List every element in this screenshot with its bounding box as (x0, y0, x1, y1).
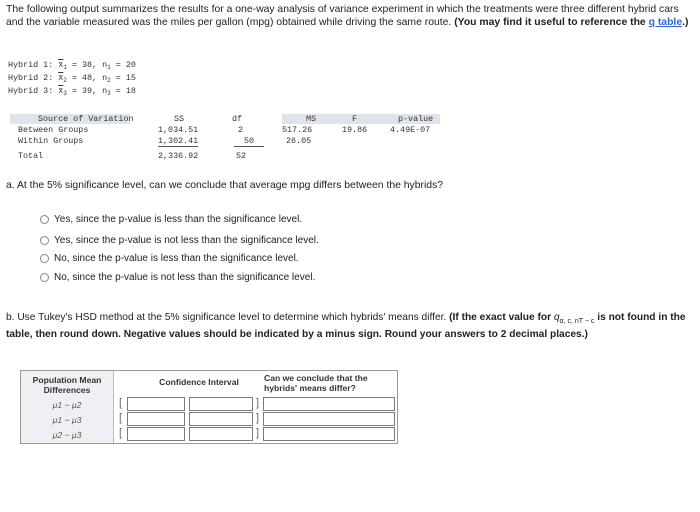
intro-hint-2: useful to reference the (534, 16, 646, 28)
question-a: a. At the 5% significance level, can we conclude that average mpg differs between the hybrids? (6, 180, 444, 191)
row-label: μ1 − μ2 (52, 400, 82, 410)
n-sub: 3 (107, 90, 111, 97)
option-3-label: No, since the p-value is less than the significance level. (54, 253, 299, 264)
anova-header-f: F (352, 114, 358, 124)
anova-row-df: 2 (238, 125, 244, 135)
ci-lower-input-2[interactable] (127, 412, 185, 426)
hybrid-2-stats (8, 73, 136, 87)
intro-text: The following output summarizes the results for a one-way analysis of variance experiment in which the treatments were three (6, 4, 585, 15)
radio-button[interactable] (40, 273, 49, 282)
anova-row-source: Between Groups (18, 125, 89, 135)
radio-button[interactable] (40, 254, 49, 263)
anova-row-ms: 26.05 (286, 136, 312, 146)
option-1-label: Yes, since the p-value is less than the significance level. (54, 214, 303, 225)
anova-header-df: df (232, 114, 243, 124)
left-bracket: [ (119, 412, 123, 424)
hybrid-label: Hybrid 1: (8, 60, 54, 70)
radio-button[interactable] (40, 236, 49, 245)
ci-upper-input-2[interactable] (189, 412, 253, 426)
anova-row-df: 50 (234, 136, 264, 147)
hybrid-mean: = 39, (71, 86, 98, 96)
anova-header-p: p-value (398, 114, 434, 124)
anova-row-f: 19.86 (342, 125, 368, 135)
anova-row-df: 52 (236, 151, 247, 161)
option-2[interactable] (40, 235, 319, 246)
radio-button[interactable] (40, 215, 49, 224)
ci-lower-input-1[interactable] (127, 397, 185, 411)
anova-row-ss: 1,302.41 (158, 136, 199, 146)
n-sub: 1 (107, 64, 111, 71)
xbar-sub: 3 (63, 90, 67, 97)
intro-text-2: different hybrid cars and the variable measured was the miles per gallon (mpg) obtained while driving the same route. (6, 4, 679, 28)
right-bracket: ] (256, 397, 260, 409)
xbar-symbol: x̄ (58, 86, 64, 96)
col3-header: Can we conclude that the hybrids' means differ? (264, 373, 368, 393)
anova-row-ms: 517.26 (282, 125, 313, 135)
left-bracket: [ (119, 397, 123, 409)
anova-header-source: Source of Variation (38, 114, 134, 124)
anova-row-ss: 2,336.92 (158, 151, 199, 161)
n-sub: 2 (107, 77, 111, 84)
anova-row-source: Within Groups (18, 136, 84, 146)
intro-hint-end: .) (682, 16, 689, 28)
hybrid-3-stats (8, 86, 136, 100)
anova-header-ms: MS (306, 114, 317, 124)
q-table-link[interactable]: q table (648, 16, 683, 28)
option-3[interactable] (40, 253, 299, 264)
anova-row-ss: 1,034.51 (158, 125, 199, 135)
right-bracket: ] (256, 412, 260, 424)
option-1[interactable] (40, 214, 302, 225)
problem-intro (6, 4, 696, 29)
hybrid-label: Hybrid 3: (8, 86, 54, 96)
n-symbol: n (102, 60, 108, 70)
col2-header: Confidence Interval (159, 377, 239, 387)
question-b-instruction: (If the exact value for (449, 312, 552, 323)
ci-upper-input-1[interactable] (189, 397, 253, 411)
question-b-instruction-2: is not found in the table, then round down. Negative values should be indicated by a minus sign. Round your answers to 2 decimal places.) (6, 312, 686, 340)
n-symbol: n (102, 73, 108, 83)
conclusion-select-3[interactable] (263, 427, 395, 441)
left-bracket: [ (119, 427, 123, 439)
anova-row-p: 4.49E-07 (390, 125, 431, 135)
q-symbol: q (553, 312, 560, 323)
hybrid-label: Hybrid 2: (8, 73, 54, 83)
hybrid-mean: = 48, (71, 73, 98, 83)
ci-upper-input-3[interactable] (189, 427, 253, 441)
hybrid-n: = 15 (115, 73, 136, 83)
hybrid-mean: = 38, (71, 60, 98, 70)
intro-hint: (You may find it (454, 16, 532, 28)
conclusion-select-1[interactable] (263, 397, 395, 411)
anova-table (10, 114, 440, 166)
xbar-symbol: x̄ (58, 73, 64, 83)
anova-row-source: Total (18, 151, 44, 161)
n-symbol: n (102, 86, 108, 96)
conclusion-select-2[interactable] (263, 412, 395, 426)
option-2-label: Yes, since the p-value is not less than the significance level. (54, 235, 319, 246)
q-subscript: α, c, nT − c (559, 318, 595, 326)
xbar-sub: 2 (63, 77, 67, 84)
hybrid-n: = 20 (115, 60, 136, 70)
col1-header: Population Mean Differences (32, 375, 102, 395)
xbar-symbol: x̄ (58, 60, 64, 70)
hybrid-1-stats (8, 60, 136, 74)
row-label: μ2 − μ3 (52, 430, 82, 440)
xbar-sub: 1 (63, 64, 67, 71)
right-bracket: ] (256, 427, 260, 439)
hybrid-n: = 18 (115, 86, 136, 96)
tukey-table (20, 370, 398, 444)
question-b (6, 312, 692, 341)
option-4[interactable] (40, 272, 315, 283)
anova-header-ss: SS (174, 114, 185, 124)
row-label: μ1 − μ3 (52, 415, 82, 425)
question-b-text: b. Use Tukey's HSD method at the 5% significance level to determine which hybrids' means differ. (6, 312, 447, 323)
option-4-label: No, since the p-value is not less than the significance level. (54, 272, 316, 283)
ci-lower-input-3[interactable] (127, 427, 185, 441)
